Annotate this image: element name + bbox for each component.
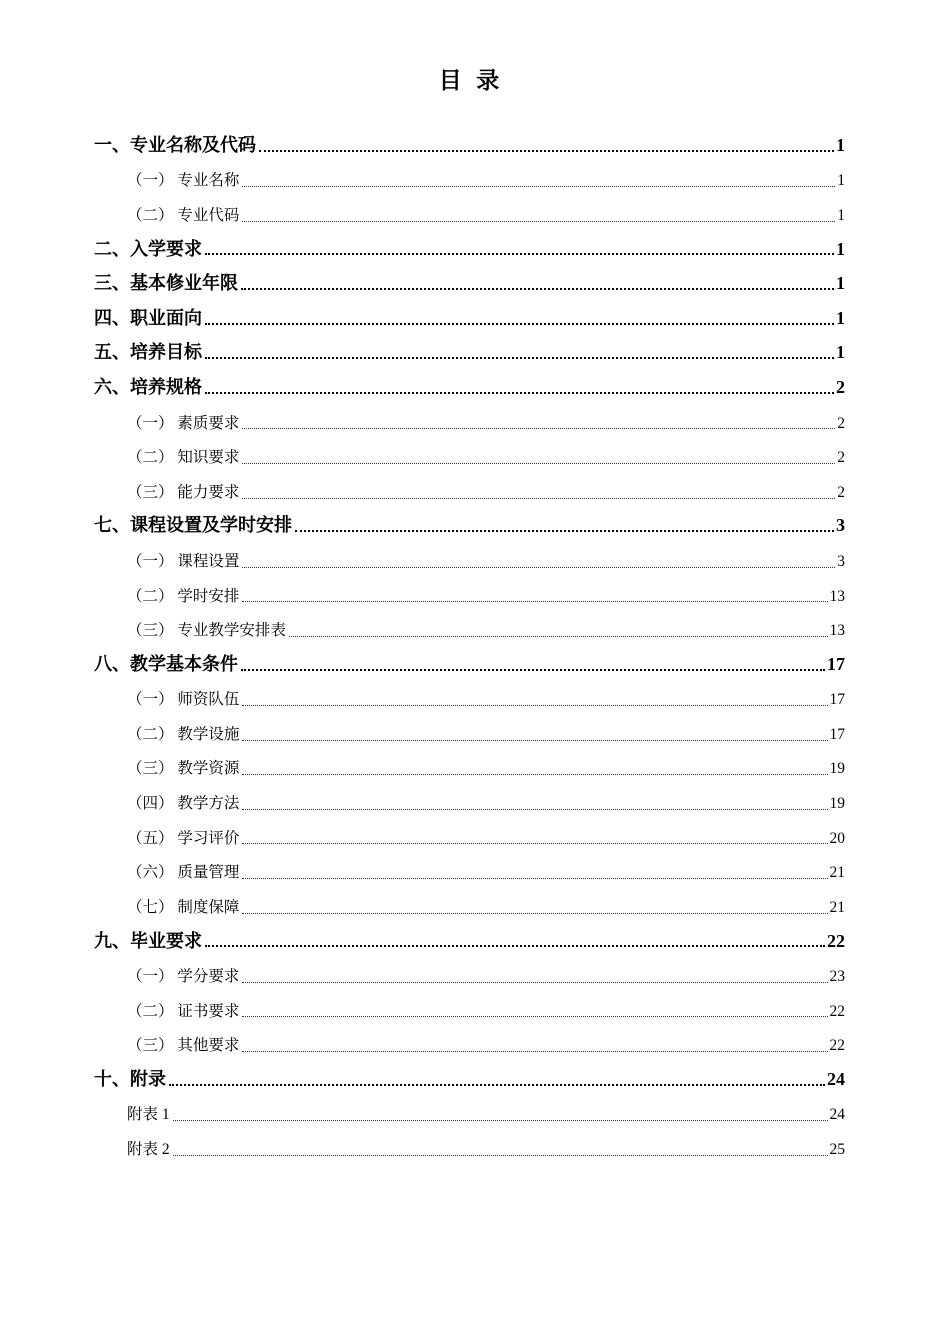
toc-entry-label: 三、基本修业年限 [94, 273, 238, 294]
toc-entry-page: 3 [837, 552, 845, 570]
toc-entry-label: （二） 证书要求 [127, 1002, 240, 1020]
toc-entry-page: 1 [836, 238, 845, 259]
toc-entry-label: 九、毕业要求 [94, 930, 202, 951]
toc-entry-label: （五） 学习评价 [127, 829, 240, 847]
toc-entry-page: 17 [829, 691, 845, 709]
toc-entry [94, 363, 845, 398]
toc-entry [94, 329, 845, 364]
toc-entry-page: 17 [827, 653, 845, 674]
toc-dot-leader [173, 1120, 828, 1121]
toc-entry-page: 24 [829, 1106, 845, 1124]
toc-dot-leader [242, 463, 835, 464]
toc-entry-page: 19 [829, 795, 845, 813]
toc-entry-page: 23 [829, 968, 845, 986]
toc-entry-label: 五、培养目标 [94, 342, 202, 363]
toc-dot-leader [242, 809, 827, 810]
toc-dot-leader [205, 392, 834, 394]
toc-entry [94, 951, 845, 986]
toc-title: 目 录 [438, 68, 501, 93]
toc-entry-label: （二） 学时安排 [127, 587, 240, 605]
toc-entry-label: 附表 2 [127, 1141, 170, 1158]
toc-entry-page: 13 [829, 622, 845, 640]
toc-entry-page: 1 [836, 134, 845, 155]
toc-dot-leader [173, 1155, 828, 1156]
toc-dot-leader [242, 705, 827, 706]
toc-entry-label: （一） 师资队伍 [127, 691, 240, 709]
toc-dot-leader [242, 498, 835, 499]
toc-dot-leader [259, 150, 834, 152]
toc-dot-leader [289, 636, 828, 637]
toc-entry [94, 1020, 845, 1055]
toc-entry [94, 1124, 845, 1159]
toc-entry [94, 882, 845, 917]
toc-entry [94, 640, 845, 675]
toc-entry-page: 19 [829, 760, 845, 778]
toc-dot-leader [205, 253, 834, 255]
toc-entry-label: （一） 专业名称 [127, 172, 240, 190]
toc-dot-leader [242, 740, 827, 741]
toc-entry-page: 13 [829, 587, 845, 605]
toc-entry [94, 813, 845, 848]
toc-entry-label: 二、入学要求 [94, 238, 202, 259]
toc-list [94, 121, 845, 1159]
toc-entry-page: 22 [827, 930, 845, 951]
toc-entry-page: 21 [829, 898, 845, 916]
toc-entry-page: 2 [837, 483, 845, 501]
toc-entry [94, 986, 845, 1021]
toc-entry-label: （三） 专业教学安排表 [127, 622, 286, 640]
toc-dot-leader [242, 774, 827, 775]
toc-dot-leader [242, 913, 827, 914]
toc-entry [94, 536, 845, 571]
toc-entry [94, 398, 845, 433]
toc-entry-label: （三） 其他要求 [127, 1037, 240, 1055]
toc-entry-page: 3 [836, 515, 845, 536]
toc-entry-page: 1 [836, 273, 845, 294]
toc-entry [94, 432, 845, 467]
toc-entry-label: 十、附录 [94, 1068, 166, 1089]
toc-entry [94, 467, 845, 502]
toc-entry-page: 2 [837, 414, 845, 432]
toc-entry-label: （一） 素质要求 [127, 414, 240, 432]
toc-entry-label: 七、课程设置及学时安排 [94, 515, 292, 536]
toc-dot-leader [242, 878, 827, 879]
toc-entry-label: （二） 专业代码 [127, 206, 240, 224]
toc-entry-label: 八、教学基本条件 [94, 653, 238, 674]
toc-entry-label: （三） 能力要求 [127, 483, 240, 501]
toc-dot-leader [242, 982, 827, 983]
toc-entry-page: 22 [829, 1037, 845, 1055]
toc-entry [94, 225, 845, 260]
toc-entry [94, 744, 845, 779]
toc-dot-leader [242, 186, 835, 187]
toc-entry [94, 571, 845, 606]
toc-entry-label: （七） 制度保障 [127, 898, 240, 916]
toc-entry-label: （二） 教学设施 [127, 725, 240, 743]
toc-entry-label: 一、专业名称及代码 [94, 134, 256, 155]
toc-dot-leader [241, 288, 834, 290]
toc-entry-page: 21 [829, 864, 845, 882]
toc-entry [94, 1090, 845, 1125]
toc-dot-leader [295, 530, 834, 532]
toc-entry [94, 675, 845, 710]
toc-entry [94, 917, 845, 952]
toc-entry [94, 502, 845, 537]
toc-entry [94, 121, 845, 156]
toc-entry-label: （三） 教学资源 [127, 760, 240, 778]
toc-dot-leader [205, 357, 834, 359]
toc-entry-page: 25 [829, 1141, 845, 1158]
toc-entry-label: 附表 1 [127, 1106, 170, 1124]
toc-dot-leader [242, 843, 827, 844]
toc-entry-page: 1 [837, 206, 845, 224]
toc-entry-label: 四、职业面向 [94, 307, 202, 328]
toc-dot-leader [242, 1016, 827, 1017]
toc-entry [94, 1055, 845, 1090]
toc-entry-label: （一） 课程设置 [127, 552, 240, 570]
toc-entry-label: （六） 质量管理 [127, 864, 240, 882]
toc-entry-label: 六、培养规格 [94, 377, 202, 398]
toc-entry-label: （二） 知识要求 [127, 449, 240, 467]
toc-entry-page: 1 [836, 342, 845, 363]
toc-entry [94, 259, 845, 294]
toc-entry-label: （四） 教学方法 [127, 795, 240, 813]
toc-entry-page: 20 [829, 829, 845, 847]
toc-entry-page: 2 [836, 377, 845, 398]
toc-dot-leader [242, 567, 835, 568]
toc-entry [94, 847, 845, 882]
toc-entry-page: 2 [837, 449, 845, 467]
toc-dot-leader [205, 323, 834, 325]
toc-entry-page: 24 [827, 1068, 845, 1089]
toc-entry-label: （一） 学分要求 [127, 968, 240, 986]
toc-entry [94, 294, 845, 329]
toc-entry-page: 17 [829, 725, 845, 743]
toc-dot-leader [242, 428, 835, 429]
toc-dot-leader [241, 669, 825, 671]
toc-entry-page: 22 [829, 1002, 845, 1020]
toc-entry [94, 156, 845, 191]
toc-dot-leader [242, 601, 827, 602]
toc-dot-leader [205, 945, 825, 947]
toc-entry-page: 1 [837, 172, 845, 190]
toc-entry-page: 1 [836, 307, 845, 328]
toc-dot-leader [242, 221, 835, 222]
toc-entry [94, 605, 845, 640]
toc-dot-leader [169, 1084, 825, 1086]
toc-dot-leader [242, 1051, 827, 1052]
toc-entry [94, 190, 845, 225]
toc-entry [94, 778, 845, 813]
toc-entry [94, 709, 845, 744]
